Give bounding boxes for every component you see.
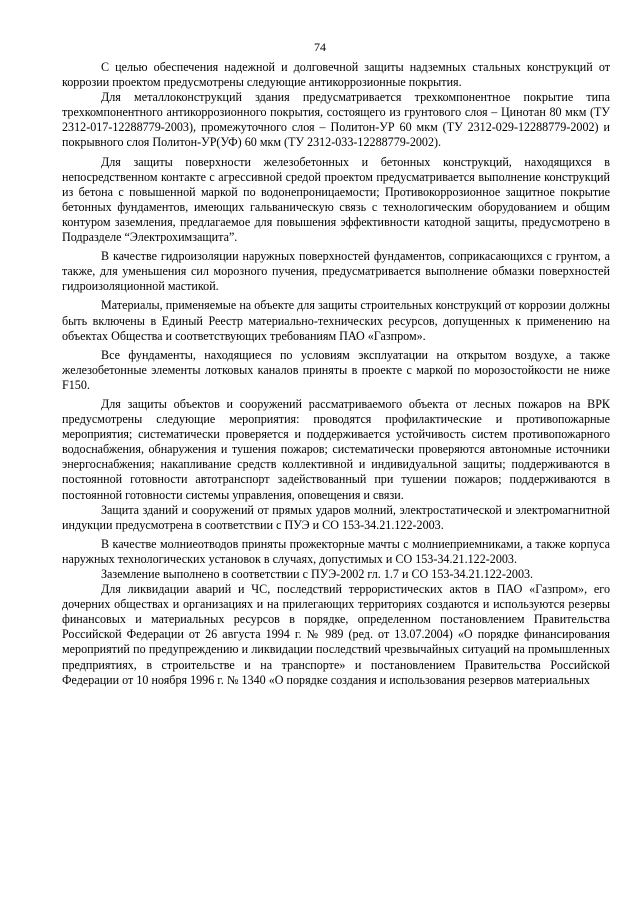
paragraph-8: Защита зданий и сооружений от прямых ударов молний, электростатической и электромагнитной индукции предусмотрена в соответствии с ПУЭ и СО 153-34.21.122-2003. <box>62 502 610 532</box>
paragraph-9: В качестве молниеотводов приняты прожекторные мачты с молниеприемниками, а также корпуса наружных технологических установок в случаях, допустимых и СО 153-34.21.122-2003. <box>62 536 610 566</box>
paragraph-4: В качестве гидроизоляции наружных поверхностей фундаментов, соприкасающихся с грунтом, а также, для уменьшения сил морозного пучения, предусматривается выполнение обмазки поверхностей гидроизоляционной мастикой. <box>62 249 610 294</box>
paragraph-6: Все фундаменты, находящиеся по условиям эксплуатации на открытом воздухе, а также железобетонные элементы лотковых каналов приняты в проекте с маркой по морозостойкости не ниже F150. <box>62 347 610 392</box>
page-number: 74 <box>314 40 326 54</box>
document-body <box>62 60 610 688</box>
paragraph-2: Для металлоконструкций здания предусматривается трехкомпонентное покрытие типа трехкомпонентного антикоррозионного покрытия, состоящего из грунтового слоя – Цинотан 80 мкм (ТУ 2312-017-12288779-2003), промежуточного слоя – Политон-УР 60 мкм (ТУ 2312-029-12288779-2002) и покрывного слоя Политон-УР(УФ) 60 мкм (ТУ 2312-033-12288779-2002). <box>62 90 610 150</box>
paragraph-11: Для ликвидации аварий и ЧС, последствий террористических актов в ПАО «Газпром», его дочерних обществах и организациях и на прилегающих территориях создаются и используются резервы финансовых и материальных ресурсов в порядке, определенном постановлением Правительства Российской Федерации от 26 августа 1994 г. № 989 (ред. от 13.07.2004) «О порядке финансирования мероприятий по предупреждению и ликвидации последствий чрезвычайных ситуаций на промышленных предприятиях, в строительстве и на транспорте» и постановлением Правительства Российской Федерации от 10 ноября 1996 г. № 1340 «О порядке создания и использования резервов материальных <box>62 582 610 687</box>
paragraph-1: С целью обеспечения надежной и долговечной защиты надземных стальных конструкций от коррозии проектом предусмотрены следующие антикоррозионные покрытия. <box>62 60 610 90</box>
paragraph-3: Для защиты поверхности железобетонных и бетонных конструкций, находящихся в непосредственном контакте с агрессивной средой проектом предусматривается выполнение конструкций из бетона с повышенной маркой по водонепроницаемости; Противокоррозионное защитное покрытие бетонных фундаментов, имеющих гальваническую связь с технологическим оборудованием и общим контуром заземления, предлагаемое для повышения эффективности катодной защиты, предусмотрено в Подразделе “Электрохимзащита”. <box>62 154 610 245</box>
paragraph-10: Заземление выполнено в соответствии с ПУЭ-2002 гл. 1.7 и СО 153-34.21.122-2003. <box>101 567 534 581</box>
paragraph-5: Материалы, применяемые на объекте для защиты строительных конструкций от коррозии должны быть включены в Единый Реестр материально-технических ресурсов, допущенных к применению на объектах Общества и соответствующих требованиям ПАО «Газпром». <box>62 298 610 343</box>
paragraph-7: Для защиты объектов и сооружений рассматриваемого объекта от лесных пожаров на ВРК предусмотрены следующие мероприятия: проводятся профилактические и противопожарные мероприятия; систематически проверяется и поддерживается устойчивость систем противопожарного водоснабжения, обнаружения и тушения пожаров; систематически проверяются автономные источники энергоснабжения; накапливание средств коллективной и индивидуальной защиты; поддерживаются в постоянной готовности автотранспорт задействованный при тушении пожаров; поддерживаются в постоянной готовности системы управления, оповещения и связи. <box>62 396 610 502</box>
